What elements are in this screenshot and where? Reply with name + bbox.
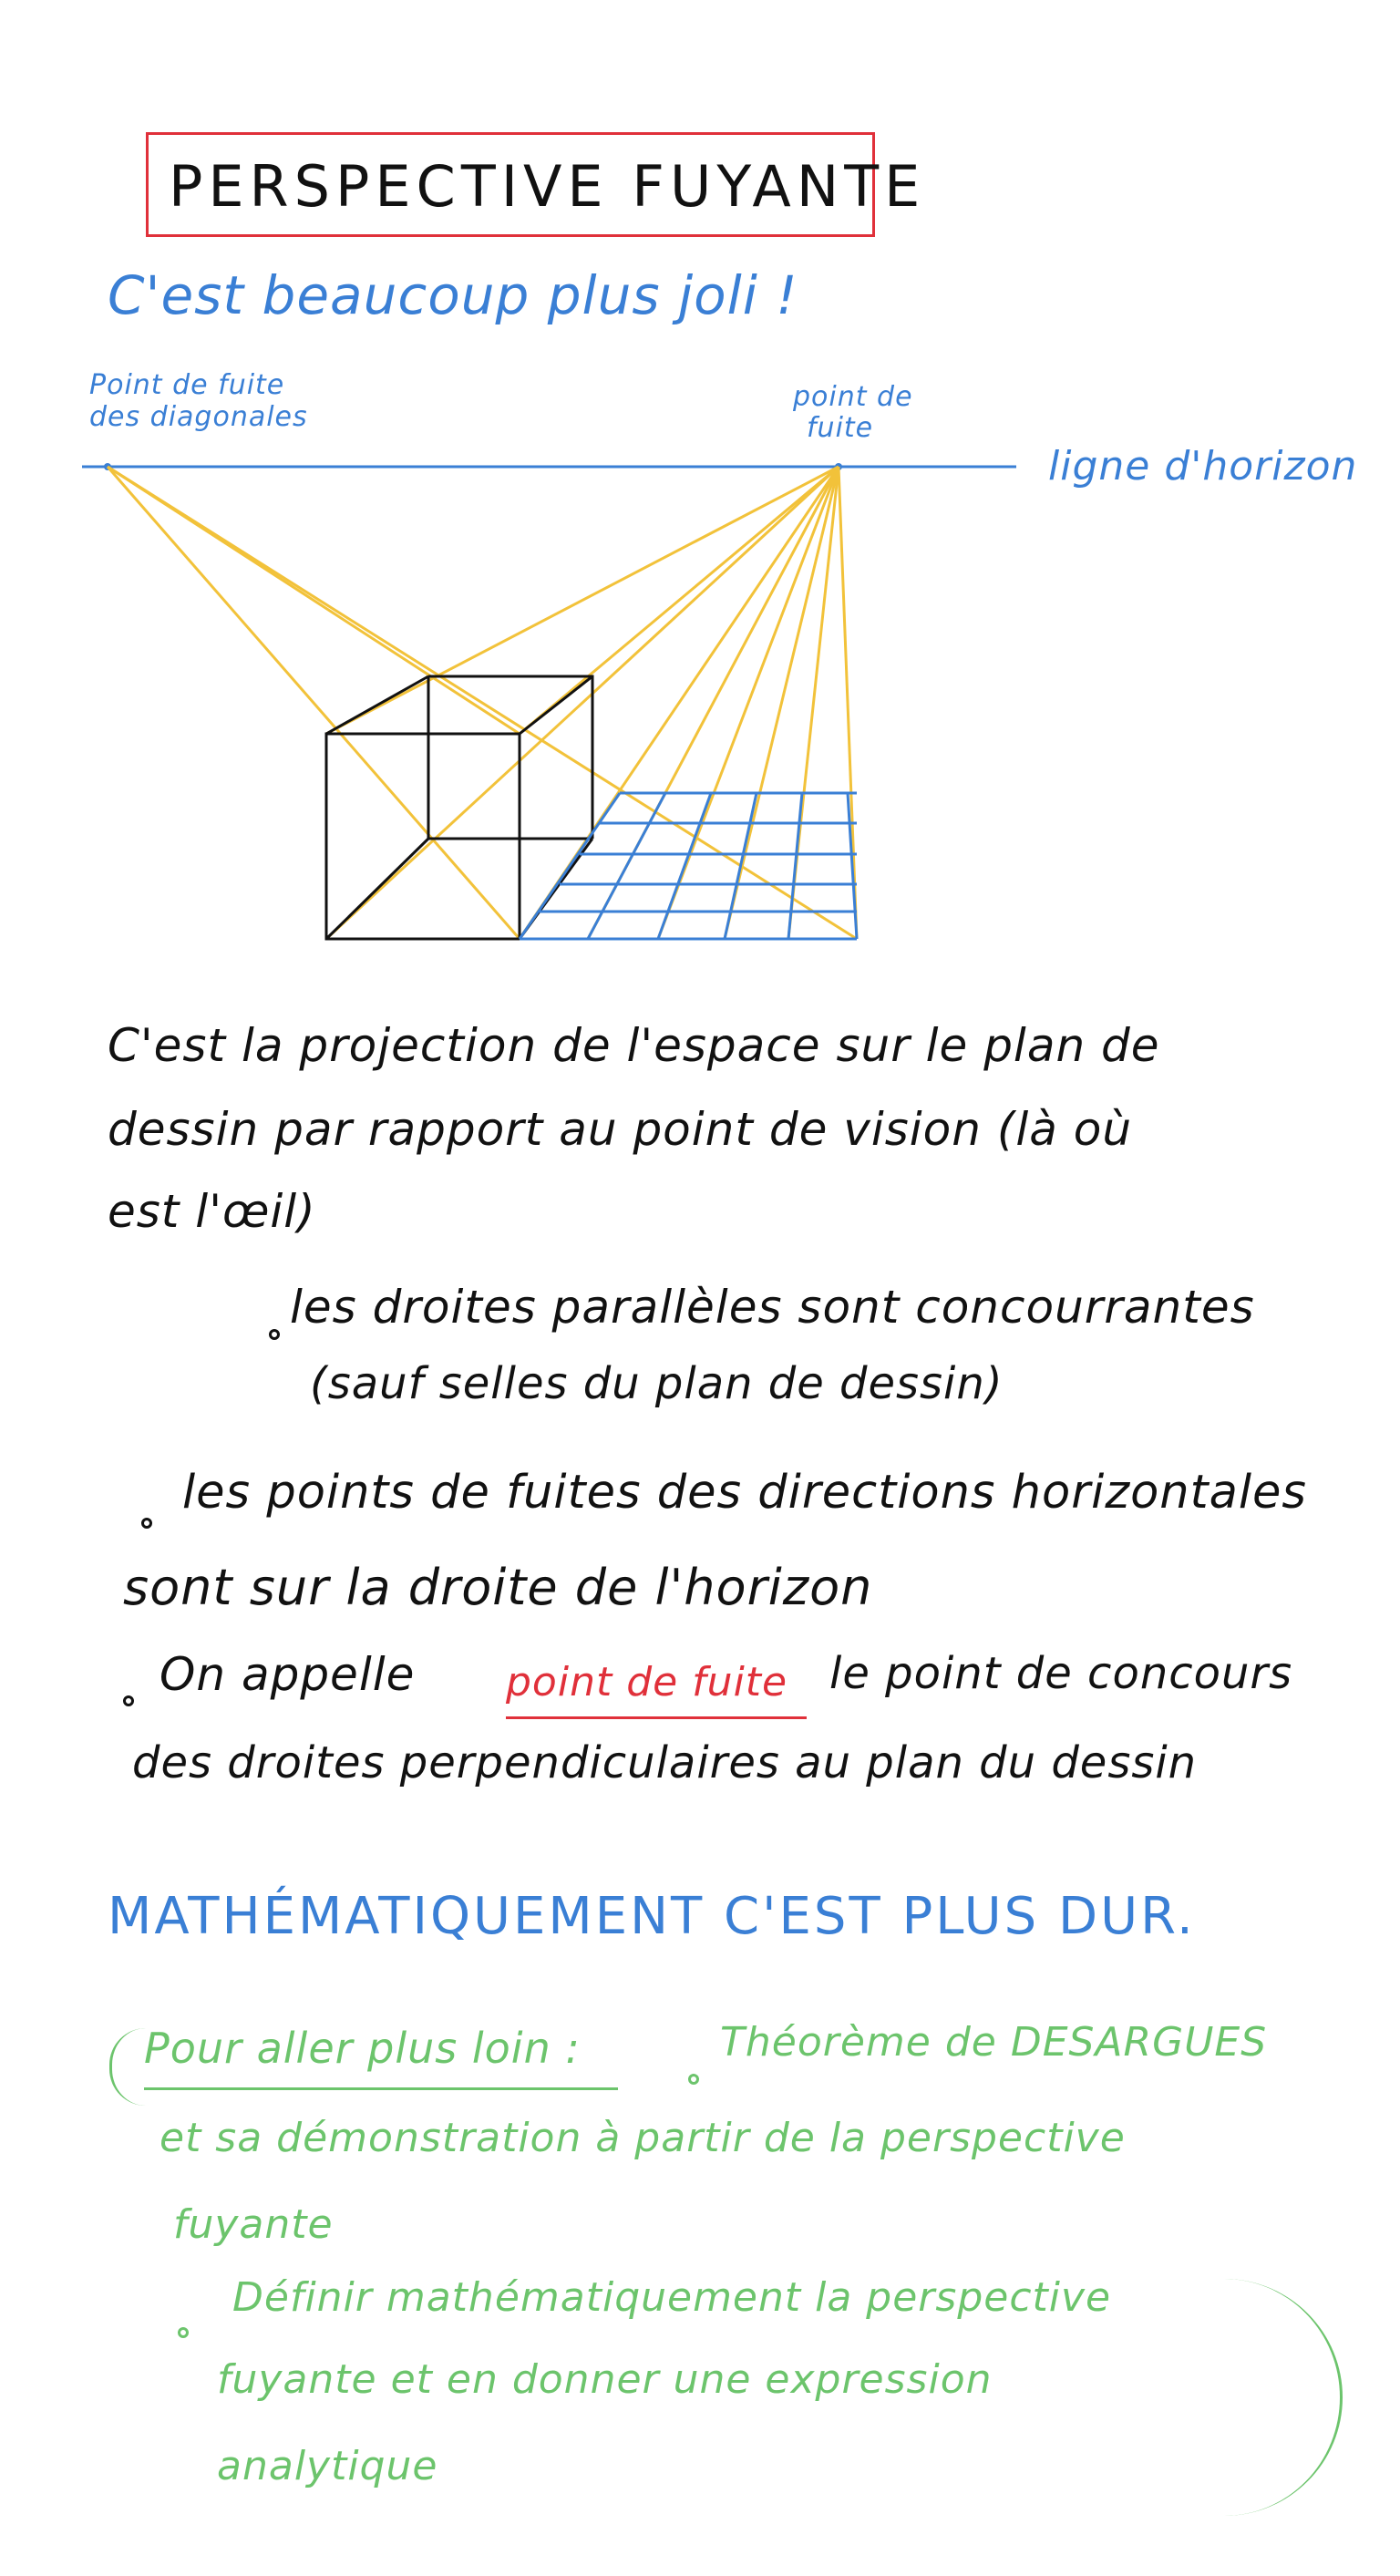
cube-edge (326, 676, 428, 734)
grid-line (658, 793, 711, 939)
ray (839, 467, 857, 939)
bullet-icon (141, 1518, 152, 1529)
diagonal-vp-label-line2: des diagonales (89, 401, 308, 433)
floor-grid (520, 793, 857, 939)
paragraph-line: est l'œil) (108, 1185, 316, 1238)
vanishing-point-label-line1: point de (793, 381, 913, 413)
diagonal-ray (108, 467, 857, 939)
grid-line (725, 793, 757, 939)
further-item-text: fuyante et en donner une expression (217, 2356, 993, 2403)
perspective-diagram (0, 365, 1400, 984)
cube-hidden-edge (326, 839, 428, 939)
bullet-text: On appelle (160, 1648, 416, 1701)
ray (725, 467, 839, 939)
bullet-text: les points de fuites des directions horizontales (182, 1466, 1307, 1520)
bullet-icon (688, 2074, 699, 2085)
page-title: PERSPECTIVE FUYANTE (169, 153, 926, 220)
ray (326, 467, 839, 734)
bullet-text: le point de concours (829, 1648, 1293, 1699)
bullet-text: les droites parallèles sont concourrantes (290, 1281, 1255, 1334)
further-item-text: fuyante (173, 2201, 334, 2248)
further-label: Pour aller plus loin : (144, 2024, 581, 2073)
open-bracket (109, 2028, 149, 2106)
ray (326, 467, 839, 939)
math-heading: MATHÉMATIQUEMENT C'EST PLUS DUR. (108, 1887, 1196, 1946)
further-item-text: Théorème de DESARGUES (720, 2019, 1268, 2066)
diagonal-vp-label-line1: Point de fuite (89, 369, 285, 401)
further-label-underline (144, 2087, 618, 2090)
vanishing-point-label-line2: fuite (807, 412, 874, 444)
further-item-text: Définir mathématiquement la perspective (232, 2274, 1112, 2321)
subtitle: C'est beaucoup plus joli ! (108, 264, 798, 326)
further-item-text: analytique (217, 2443, 438, 2489)
grid-line (520, 793, 620, 939)
paragraph-line: C'est la projection de l'espace sur le plan de (108, 1019, 1160, 1072)
grid-line (788, 793, 802, 939)
bullet-icon (269, 1329, 280, 1340)
key-term-vanishing-point: point de fuite (506, 1659, 788, 1705)
bullet-text: (sauf selles du plan de dessin) (310, 1358, 1004, 1409)
ray (520, 467, 839, 734)
diagonal-ray (108, 467, 520, 939)
bullet-icon (123, 1695, 134, 1706)
cube (326, 676, 592, 939)
key-term-underline (506, 1716, 807, 1719)
grid-line (588, 793, 665, 939)
paragraph-line: dessin par rapport au point de vision (là où (108, 1103, 1133, 1156)
further-item-text: et sa démonstration à partir de la perspective (160, 2115, 1126, 2161)
bullet-text: des droites perpendiculaires au plan du dessin (132, 1737, 1198, 1788)
close-bracket (1221, 2279, 1343, 2516)
diagonal-rays (108, 467, 857, 939)
bullet-text: sont sur la droite de l'horizon (123, 1559, 873, 1616)
cube-front-face (326, 734, 520, 939)
bullet-icon (178, 2327, 189, 2338)
horizon-label: ligne d'horizon (1048, 443, 1358, 489)
